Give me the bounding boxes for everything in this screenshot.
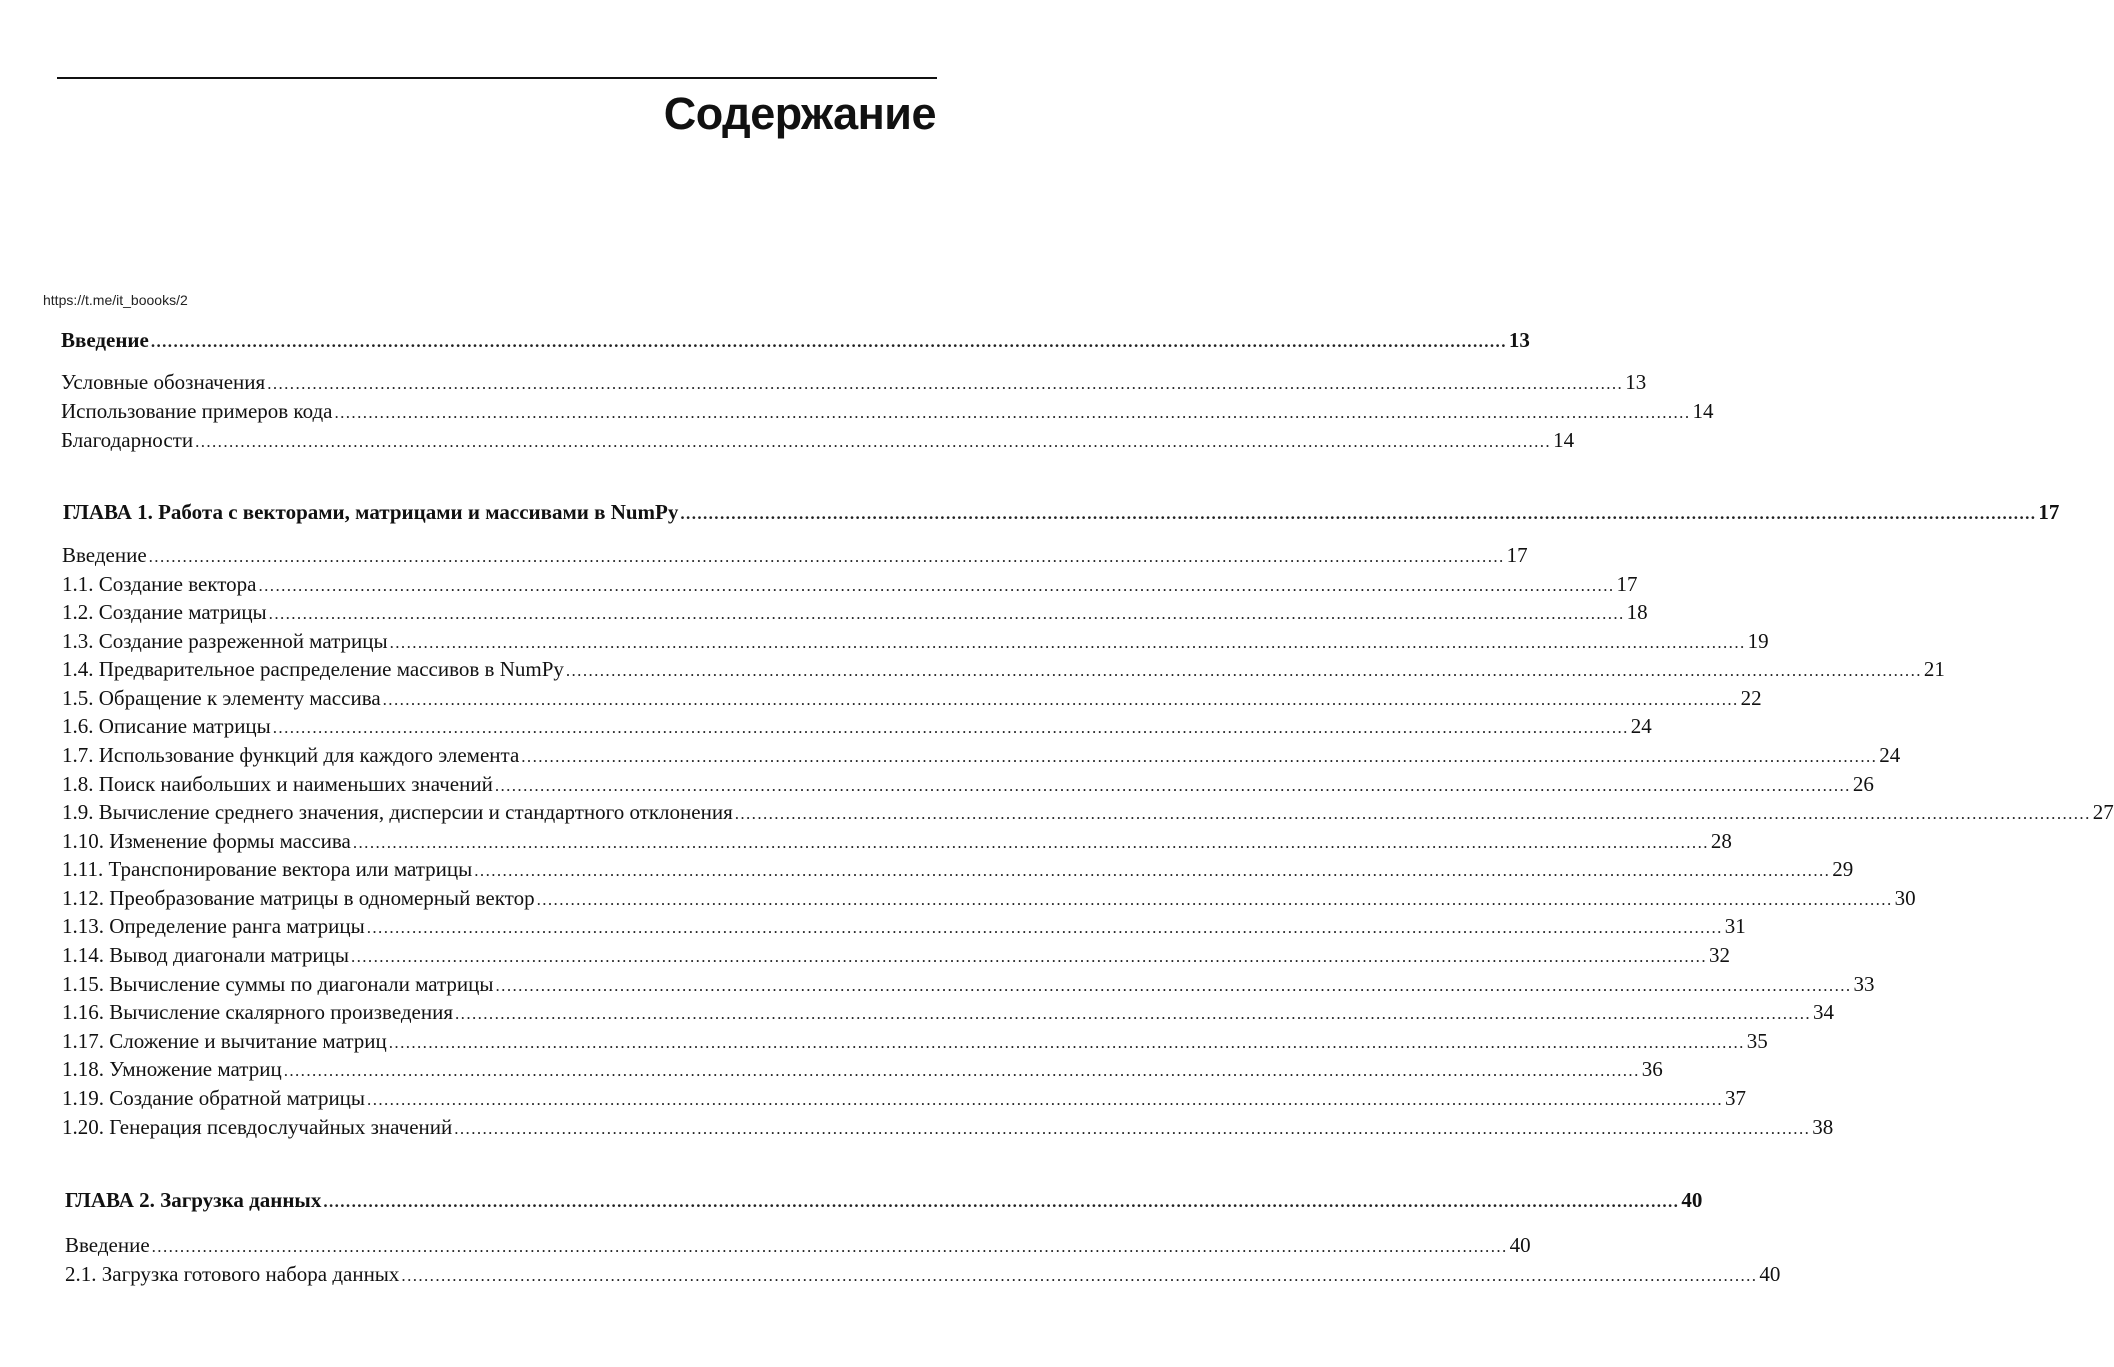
toc-entry-label: 1.17. Сложение и вычитание матриц	[62, 1029, 387, 1053]
toc-entry[interactable]	[62, 829, 1732, 857]
toc-entry-label: Условные обозначения	[61, 370, 266, 394]
toc-leader: ................................................................................................................................................................................................................................................	[382, 690, 1739, 709]
toc-heading[interactable]	[63, 500, 2060, 528]
toc-leader: ................................................................................................................................................................................................................................................	[258, 576, 1615, 595]
toc-leader: ................................................................................................................................................................................................................................................	[283, 1061, 1640, 1080]
toc-entry-label: 1.12. Преобразование матрицы в одномерный вектор	[62, 886, 535, 910]
toc-entry[interactable]	[61, 370, 1647, 398]
toc-entry-label: 1.2. Создание матрицы	[62, 600, 267, 624]
toc-leader: ................................................................................................................................................................................................................................................	[272, 718, 1629, 737]
toc-entry[interactable]	[62, 714, 1652, 742]
toc-entry[interactable]	[62, 657, 1945, 685]
toc-page-number: 33	[1853, 972, 1875, 996]
toc-page-number: 17	[1616, 572, 1638, 596]
toc-leader: ................................................................................................................................................................................................................................................	[495, 976, 1852, 995]
toc-leader: ................................................................................................................................................................................................................................................	[350, 947, 1707, 966]
toc-entry-label: Введение	[62, 543, 147, 567]
toc-entry[interactable]	[62, 686, 1762, 714]
toc-entry-label: 2.1. Загрузка готового набора данных	[65, 1262, 400, 1286]
toc-entry[interactable]	[62, 1000, 1835, 1028]
toc-entry-label: 1.11. Транспонирование вектора или матрицы	[62, 857, 473, 881]
toc-entry[interactable]	[62, 1057, 1663, 1085]
toc-entry[interactable]	[62, 886, 1916, 914]
toc-page-number: 34	[1813, 1000, 1835, 1024]
toc-entry[interactable]	[62, 629, 1769, 657]
toc-leader: ................................................................................................................................................................................................................................................	[680, 504, 2037, 523]
toc-leader: ................................................................................................................................................................................................................................................	[536, 890, 1893, 909]
toc-heading[interactable]	[61, 328, 1530, 356]
toc-leader: ................................................................................................................................................................................................................................................	[401, 1266, 1758, 1285]
toc-entry-label: 1.15. Вычисление суммы по диагонали матрицы	[62, 972, 494, 996]
toc-entry-label: 1.10. Изменение формы массива	[62, 829, 351, 853]
toc-page-number: 37	[1725, 1086, 1747, 1110]
toc-leader: ................................................................................................................................................................................................................................................	[267, 374, 1624, 393]
toc-entry-label: 1.13. Определение ранга матрицы	[62, 914, 365, 938]
toc-leader: ................................................................................................................................................................................................................................................	[352, 833, 1709, 852]
toc-page-number: 35	[1746, 1029, 1768, 1053]
toc-entry[interactable]	[62, 914, 1746, 942]
toc-entry-label: 1.18. Умножение матриц	[62, 1057, 282, 1081]
toc-entry-label: 1.5. Обращение к элементу массива	[62, 686, 381, 710]
toc-leader: ................................................................................................................................................................................................................................................	[150, 332, 1507, 351]
toc-leader: ................................................................................................................................................................................................................................................	[268, 604, 1625, 623]
toc-page-number: 32	[1708, 943, 1730, 967]
toc-entry[interactable]	[62, 772, 1874, 800]
toc-page-number: 28	[1710, 829, 1732, 853]
toc-entry[interactable]	[65, 1262, 1781, 1290]
toc-entry[interactable]	[62, 543, 1528, 571]
toc-page-number: 24	[1879, 743, 1901, 767]
toc-leader: ................................................................................................................................................................................................................................................	[367, 1090, 1724, 1109]
toc-page-number: 40	[1759, 1262, 1781, 1286]
toc-entry-label: Благодарности	[61, 428, 194, 452]
toc-heading-label: ГЛАВА 2. Загрузка данных	[65, 1188, 322, 1212]
toc-leader: ................................................................................................................................................................................................................................................	[474, 861, 1831, 880]
toc-page-number: 21	[1923, 657, 1945, 681]
toc-leader: ................................................................................................................................................................................................................................................	[454, 1119, 1811, 1138]
toc-entry-label: Использование примеров кода	[61, 399, 333, 423]
toc-entry[interactable]	[61, 428, 1575, 456]
toc-entry-label: 1.19. Создание обратной матрицы	[62, 1086, 366, 1110]
toc-page-number: 36	[1641, 1057, 1663, 1081]
toc-entry-label: 1.16. Вычисление скалярного произведения	[62, 1000, 454, 1024]
toc-leader: ................................................................................................................................................................................................................................................	[334, 403, 1691, 422]
toc-page-number: 17	[2038, 500, 2060, 524]
toc-page-number: 40	[1681, 1188, 1703, 1212]
toc-page-number: 27	[2092, 800, 2114, 824]
toc-entry-label: 1.8. Поиск наибольших и наименьших значений	[62, 772, 493, 796]
toc-page-number: 17	[1506, 543, 1528, 567]
toc-page-number: 31	[1724, 914, 1746, 938]
toc-entry-label: 1.20. Генерация псевдослучайных значений	[62, 1115, 453, 1139]
toc-page-number: 14	[1553, 428, 1575, 452]
toc-entry[interactable]	[62, 800, 2114, 828]
toc-page-number: 26	[1852, 772, 1874, 796]
toc-entry-label: 1.3. Создание разреженной матрицы	[62, 629, 388, 653]
toc-entry-label: 1.6. Описание матрицы	[62, 714, 271, 738]
toc-entry[interactable]	[61, 399, 1714, 427]
toc-entry-label: Введение	[65, 1233, 150, 1257]
toc-leader: ................................................................................................................................................................................................................................................	[389, 633, 1746, 652]
toc-leader: ................................................................................................................................................................................................................................................	[148, 547, 1505, 566]
top-rule	[57, 77, 937, 79]
toc-entry[interactable]	[62, 943, 1730, 971]
toc-entry-label: 1.1. Создание вектора	[62, 572, 257, 596]
toc-entry[interactable]	[62, 1115, 1834, 1143]
toc-entry[interactable]	[62, 600, 1648, 628]
toc-leader: ................................................................................................................................................................................................................................................	[734, 804, 2091, 823]
toc-leader: ................................................................................................................................................................................................................................................	[521, 747, 1878, 766]
page-title: Содержание	[663, 88, 936, 139]
toc-page-number: 38	[1812, 1115, 1834, 1139]
toc-heading-label: ГЛАВА 1. Работа с векторами, матрицами и массивами в NumPy	[63, 500, 679, 524]
toc-page-number: 19	[1747, 629, 1769, 653]
toc-heading[interactable]	[65, 1188, 1703, 1216]
toc-entry[interactable]	[62, 1086, 1747, 1114]
toc-leader: ................................................................................................................................................................................................................................................	[494, 776, 1851, 795]
toc-entry-label: 1.14. Вывод диагонали матрицы	[62, 943, 349, 967]
toc-page-number: 13	[1508, 328, 1530, 352]
toc-entry[interactable]	[62, 743, 1901, 771]
toc-page-number: 13	[1625, 370, 1647, 394]
toc-page-number: 29	[1832, 857, 1854, 881]
toc-leader: ................................................................................................................................................................................................................................................	[195, 432, 1552, 451]
toc-entry-label: 1.7. Использование функций для каждого элемента	[62, 743, 520, 767]
toc-page-number: 40	[1509, 1233, 1531, 1257]
toc-page-number: 24	[1630, 714, 1652, 738]
toc-heading-label: Введение	[61, 328, 149, 352]
toc-entry-label: 1.4. Предварительное распределение массивов в NumPy	[62, 657, 564, 681]
toc-entry[interactable]	[62, 857, 1854, 885]
toc-leader: ................................................................................................................................................................................................................................................	[455, 1004, 1812, 1023]
toc-leader: ................................................................................................................................................................................................................................................	[565, 661, 1922, 680]
toc-leader: ................................................................................................................................................................................................................................................	[388, 1033, 1745, 1052]
toc-page-number: 18	[1626, 600, 1648, 624]
toc-leader: ................................................................................................................................................................................................................................................	[366, 918, 1723, 937]
toc-entry[interactable]	[62, 1029, 1768, 1057]
toc-entry[interactable]	[62, 972, 1875, 1000]
toc-leader: ................................................................................................................................................................................................................................................	[151, 1237, 1508, 1256]
toc-entry[interactable]	[62, 572, 1638, 600]
toc-page-number: 14	[1692, 399, 1714, 423]
toc-leader: ................................................................................................................................................................................................................................................	[323, 1192, 1680, 1211]
watermark-link[interactable]: https://t.me/it_boooks/2	[43, 292, 188, 308]
toc-page-number: 30	[1894, 886, 1916, 910]
toc-entry-label: 1.9. Вычисление среднего значения, дисперсии и стандартного отклонения	[62, 800, 733, 824]
toc-entry[interactable]	[65, 1233, 1531, 1261]
toc-page-number: 22	[1740, 686, 1762, 710]
